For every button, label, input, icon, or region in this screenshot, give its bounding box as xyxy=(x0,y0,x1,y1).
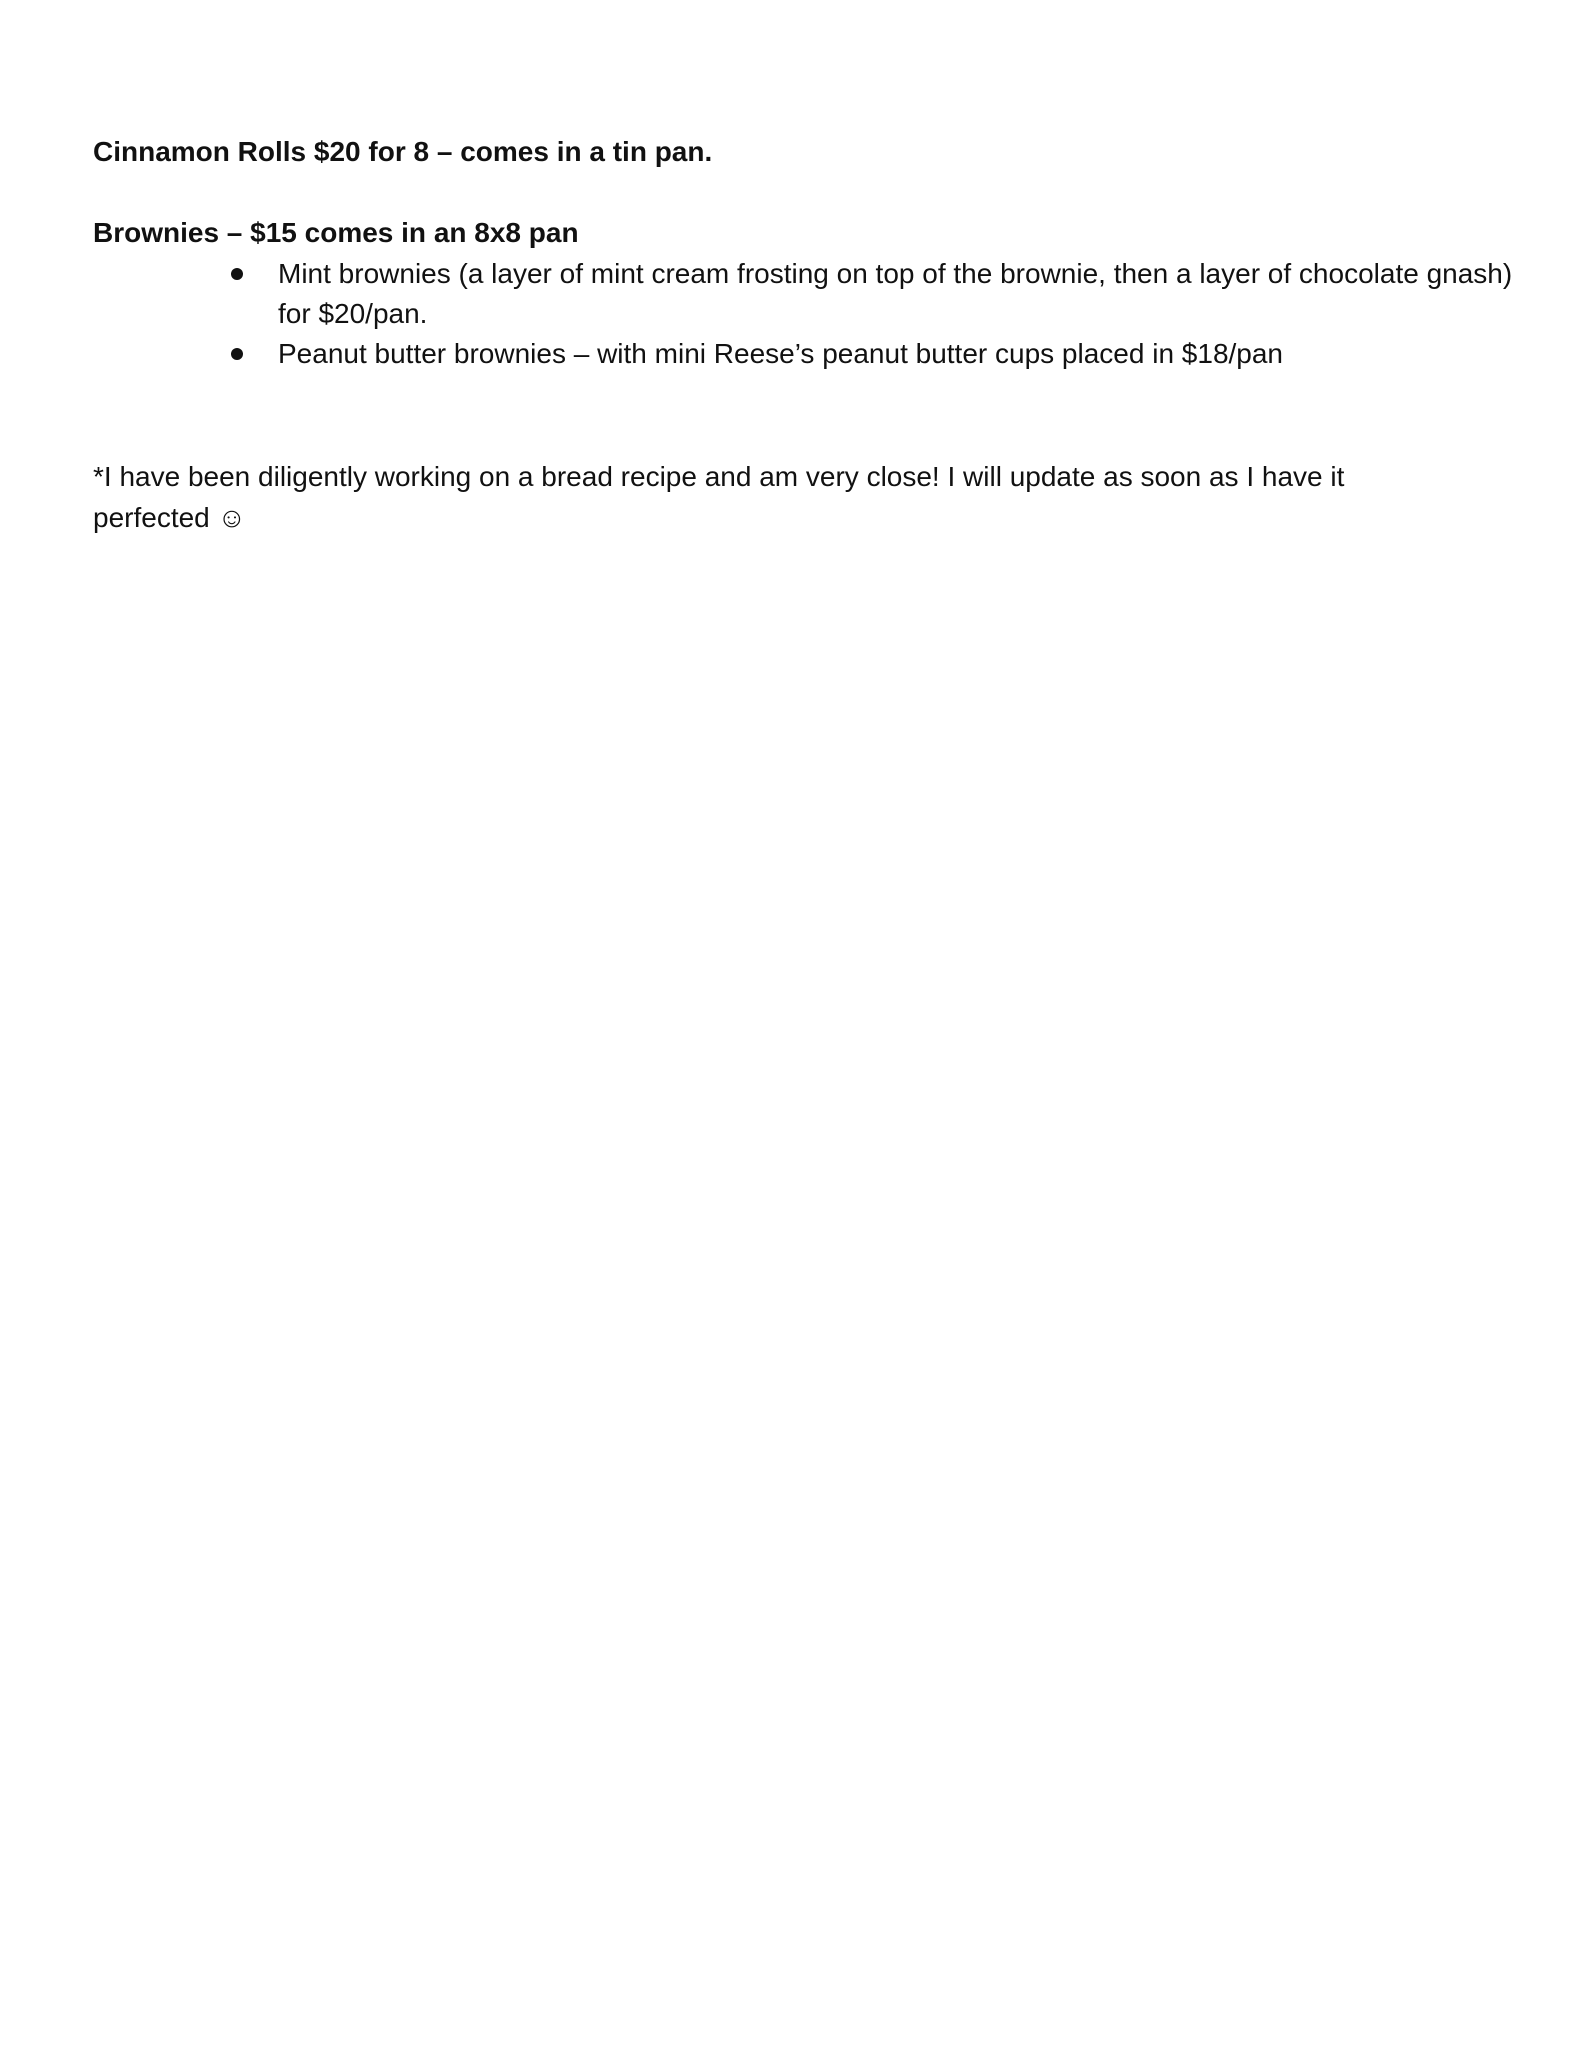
list-item-text: Peanut butter brownies – with mini Reese’s peanut butter cups placed in $18/pan xyxy=(278,338,1284,369)
document-body xyxy=(93,132,1513,566)
bullet-icon xyxy=(231,268,243,280)
list-item xyxy=(93,254,1548,334)
list-item xyxy=(93,334,1548,374)
bullet-icon xyxy=(231,348,243,360)
brownies-heading: Brownies – $15 comes in an 8x8 pan xyxy=(93,217,579,248)
cinnamon-rolls-heading: Cinnamon Rolls $20 for 8 – comes in a tin pan. xyxy=(93,136,713,167)
list-item-text: Mint brownies (a layer of mint cream frosting on top of the brownie, then a layer of chocolate gnash) for $20/pan. xyxy=(278,258,1513,329)
brownie-options-list xyxy=(93,254,1513,374)
bread-recipe-note: *I have been diligently working on a bread recipe and am very close! I will update as soon as I have it perfected ☺ xyxy=(93,461,1345,533)
